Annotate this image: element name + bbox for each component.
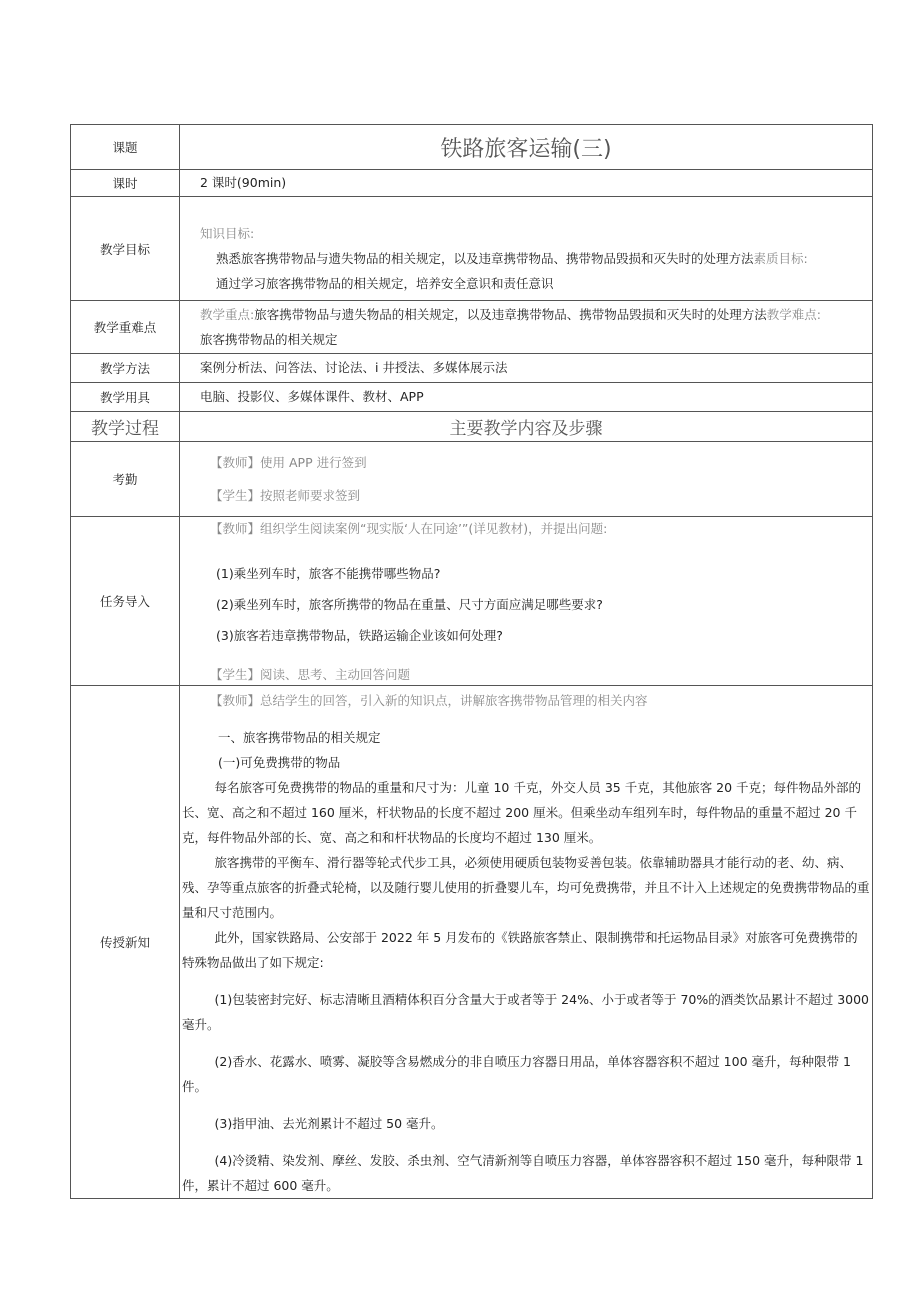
row-new-knowledge	[71, 685, 873, 1198]
knowledge-heading: 知识目标:	[200, 226, 255, 241]
task-question-1: (1)乘坐列车时，旅客不能携带哪些物品?	[216, 566, 441, 582]
task-question-2: (2)乘坐列车时，旅客所携带的物品在重量、尺寸方面应满足哪些要求?	[216, 597, 603, 613]
key-heading: 教学重点:	[200, 307, 255, 322]
quality-heading: 素质目标:	[753, 251, 808, 266]
methods-value: 案例分析法、问答法、讨论法、i 井授法、多媒体展示法	[180, 354, 873, 383]
objectives-label: 教学目标	[71, 197, 180, 301]
hours-value: 2 课时(90min)	[180, 170, 873, 197]
task-student: 【学生】阅读、思考、主动回答问题	[210, 667, 411, 683]
nk-para-3: 此外，国家铁路局、公安部于 2022 年 5 月发布的《铁路旅客禁止、限制携带和托运物品目录》对旅客可免费携带的特殊物品做出了如下规定:	[182, 929, 858, 970]
task-intro-label: 任务导入	[71, 517, 180, 686]
nk-item-2: (2)香水、花露水、喷雾、凝胶等含易燃成分的非自喷压力容器日用品，单体容器容积不超过 100 毫升，每种限带 1 件。	[182, 1053, 851, 1094]
row-attendance	[71, 442, 873, 517]
row-task-intro	[71, 517, 873, 686]
attendance-teacher: 【教师】使用 APP 进行签到	[210, 454, 367, 470]
quality-text: 通过学习旅客携带物品的相关规定，培养安全意识和责任意识	[216, 276, 554, 291]
tools-value: 电脑、投影仪、多媒体课件、教材、APP	[180, 383, 873, 412]
knowledge-text: 熟悉旅客携带物品与遗失物品的相关规定，以及违章携带物品、携带物品毁损和灭失时的处理方法	[216, 251, 754, 266]
row-hours	[71, 170, 873, 197]
difficult-text: 旅客携带物品的相关规定	[200, 332, 338, 347]
row-topic	[71, 125, 873, 170]
row-objectives	[71, 197, 873, 301]
row-tools	[71, 383, 873, 412]
row-methods	[71, 354, 873, 383]
tools-label: 教学用具	[71, 383, 180, 412]
topic-title: 铁路旅客运输(三)	[180, 125, 873, 170]
process-heading: 主要教学内容及步骤	[180, 412, 873, 442]
nk-item-4: (4)冷烫精、染发剂、摩丝、发胶、杀虫剂、空气清新剂等自喷压力容器，单体容器容积不超过 150 毫升，每种限带 1 件，累计不超过 600 毫升。	[182, 1152, 864, 1193]
task-question-3: (3)旅客若违章携带物品，铁路运输企业该如何处理?	[216, 628, 503, 644]
difficult-heading: 教学难点:	[766, 307, 821, 322]
key-text: 旅客携带物品与遗失物品的相关规定，以及违章携带物品、携带物品毁损和灭失时的处理方法	[254, 307, 767, 322]
nk-teacher: 【教师】总结学生的回答，引入新的知识点，讲解旅客携带物品管理的相关内容	[210, 692, 648, 708]
objectives-content	[180, 197, 873, 301]
key-points-label: 教学重难点	[71, 301, 180, 354]
nk-para-2: 旅客携带的平衡车、滑行器等轮式代步工具，必须使用硬质包装物妥善包装。依靠辅助器具才能行动的老、幼、病、残、孕等重点旅客的折叠式轮椅，以及随行婴儿使用的折叠婴儿车，均可免费携带，并且不计入上述规定的免费携带物品的重量和尺寸范围内。	[182, 854, 870, 920]
attendance-label: 考勤	[71, 442, 180, 517]
nk-item-3: (3)指甲油、去光剂累计不超过 50 毫升。	[214, 1115, 444, 1131]
nk-heading-1: 一、旅客携带物品的相关规定	[218, 729, 381, 745]
process-label: 教学过程	[71, 412, 180, 442]
task-teacher: 【教师】组织学生阅读案例“现实版‘人在冋途’”(详见教材)，并提出问题:	[210, 521, 608, 536]
methods-label: 教学方法	[71, 354, 180, 383]
hours-label: 课时	[71, 170, 180, 197]
new-knowledge-content	[180, 685, 873, 1198]
nk-para-1: 每名旅客可免费携带的物品的重量和尺寸为：儿童 10 千克，外交人员 35 千克，其他旅客 20 千克；每件物品外部的长、宽、高之和不超过 160 厘米，杆状物品的长度不超过 200 厘米。但乘坐动车组列车时，每件物品的重量不超过 20 千克，每件物品外部的长、宽、高之和和杆状物品的长度均不超过 130 厘米。	[182, 779, 862, 845]
nk-item-1: (1)包装密封完好、标志清晰且酒精体积百分含量大于或者等于 24%、小于或者等于 70%的酒类饮品累计不超过 3000 毫升。	[182, 991, 870, 1032]
attendance-student: 【学生】按照老师要求签到	[210, 488, 361, 503]
new-knowledge-label: 传授新知	[71, 685, 180, 1198]
lesson-plan-table	[70, 124, 873, 1199]
key-points-content	[180, 301, 873, 354]
row-process-header	[71, 412, 873, 442]
task-intro-content	[180, 517, 873, 686]
row-key-points	[71, 301, 873, 354]
topic-label: 课题	[71, 125, 180, 170]
attendance-content	[180, 442, 873, 517]
nk-heading-2: (一)可免费携带的物品	[218, 754, 341, 770]
